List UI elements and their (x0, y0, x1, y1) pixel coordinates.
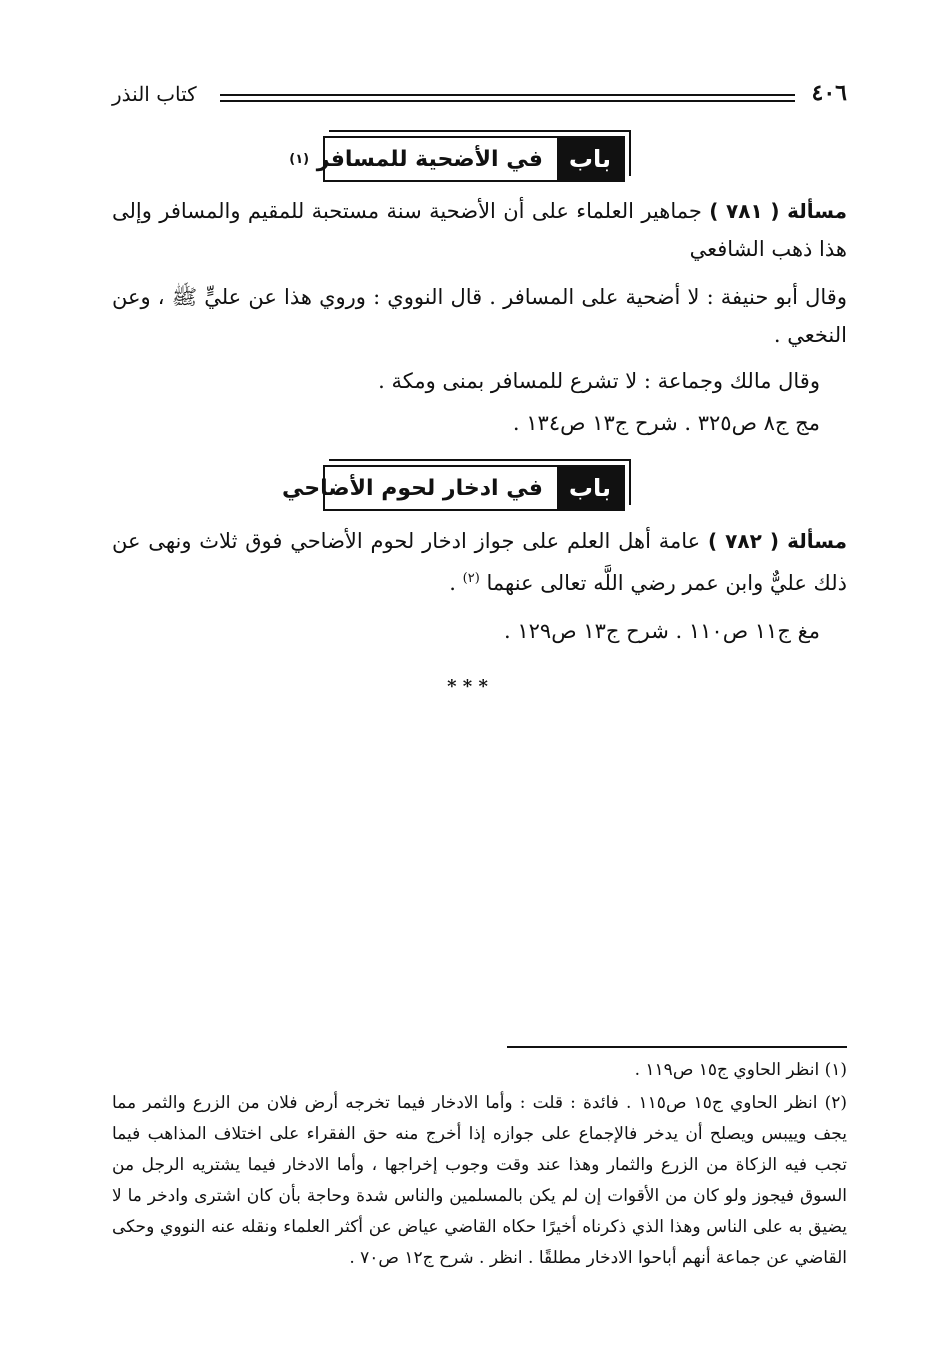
reference-line: مغ ج١١ ص١١٠ . شرح ج١٣ ص١٢٩ . (504, 619, 820, 643)
issue-781 (112, 192, 847, 268)
chapter-title-text: في الأضحية للمسافر (316, 146, 543, 172)
chapter-title (275, 138, 557, 180)
issue-label: مسألة ( ٧٨٢ ) (707, 529, 847, 553)
footnote-rule (507, 1046, 847, 1048)
footnote-marker: (٢) (462, 571, 480, 586)
footnote-1: (١) انظر الحاوي ج١٥ ص١١٩ . (634, 1060, 847, 1080)
issue-label: مسألة ( ٧٨١ ) (709, 199, 847, 223)
reference-line: مج ج٨ ص٣٢٥ . شرح ج١٣ ص١٣٤ . (512, 411, 820, 435)
issue-text: جماهير العلماء على أن الأضحية سنة مستحبة للمقيم والمسافر وإلى هذا ذهب الشافعي (112, 199, 847, 261)
page-number: ٤٠٦ (811, 80, 847, 106)
paragraph-abu-hanifa: وقال أبو حنيفة : لا أضحية على المسافر . قال النووي : وروي هذا عن عليٍّ ﷺ ، وعن النخعي . (112, 285, 847, 347)
issue-text: عامة أهل العلم على جواز ادخار لحوم الأضاحي فوق ثلاث ونهى عن ذلك عليٌّ وابن عمر رضي اللَّه تعالى عنهما (112, 529, 847, 595)
paragraph-malik: وقال مالك وجماعة : لا تشرع للمسافر بمنى ومكة . (378, 369, 820, 393)
book-title: كتاب النذر (112, 82, 197, 106)
chapter-heading-storing-meat (282, 465, 625, 511)
chapter-tag: باب (557, 138, 623, 180)
running-header (112, 80, 847, 120)
chapter-title: في ادخار لحوم الأضاحي (282, 475, 543, 501)
footnote-2: (٢) انظر الحاوي ج١٥ ص١١٥ . فائدة : قلت : وأما الادخار فيما تخرجه أرض فلان من الزرع والثمر مما يجف وييبس ويصلح أن يدخر فالإجماع على جوازه إذا أخرج منه حق الفقراء على اختلاف المذاهب فيما تجب فيه الزكاة من الزرع والثمار وهذا عند وقت وجوب إخراجها ، وأما الادخار فيما يشتريه الرجل من السوق فيجوز ولو كان من الأقوات إن لم يكن بالمسلمين والناس شدة وحاجة بأن كان اشترى وادخر ما لا يضيق به على الناس وهذا الذي ذكرناه أخيرًا حكاه القاضي عياض عن أكثر العلماء ونقله عنه النووي وحكى القاضي عن جماعة أنهم أباحوا الادخار مطلقًا . انظر . شرح ج١٢ ص٧٠ . (112, 1093, 848, 1268)
chapter-tag: باب (557, 467, 623, 509)
section-separator: * * * (447, 676, 488, 697)
footnote-marker: (١) (289, 151, 310, 167)
issue-782: مسألة ( ٧٨٢ ) عامة أهل العلم على جواز ادخار لحوم الأضاحي فوق ثلاث ونهى عن ذلك عليٌّ وابن عمر رضي اللَّه تعالى عنهما $^{(٢)}$ . (112, 529, 847, 595)
chapter-heading-sacrifice-traveler (289, 136, 625, 182)
header-double-rule (220, 94, 795, 102)
